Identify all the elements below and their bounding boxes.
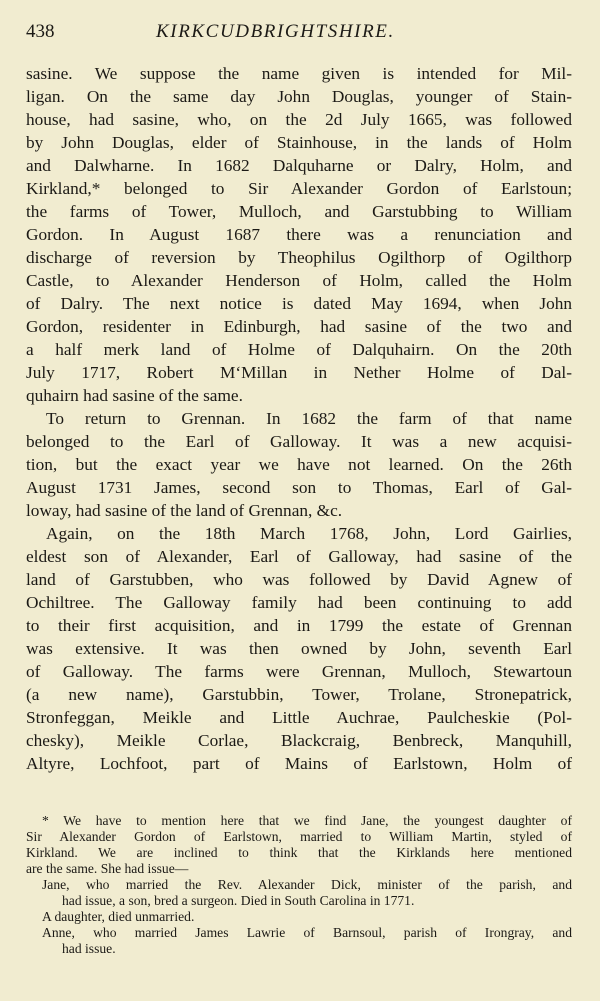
footnote-line: had issue.	[62, 941, 116, 956]
footnotes	[26, 813, 572, 957]
text-line: belonged to the Earl of Galloway. It was a new acquisi-	[26, 432, 572, 451]
text-line: sasine. We suppose the name given is intended for Mil-	[26, 64, 572, 83]
page-header	[26, 14, 572, 50]
text-line: the farms of Tower, Mulloch, and Garstubbing to William	[26, 202, 572, 221]
text-line: chesky), Meikle Corlae, Blackcraig, Benbreck, Manquhill,	[26, 731, 572, 750]
text-line: Stronfeggan, Meikle and Little Auchrae, Paulcheskie (Pol-	[26, 708, 572, 727]
book-page	[26, 14, 572, 957]
text-line: loway, had sasine of the land of Grennan, &c.	[26, 501, 343, 520]
body-text	[26, 62, 572, 775]
text-line: discharge of reversion by Theophilus Ogilthorp of Ogilthorp	[26, 248, 572, 267]
footnote-line: are the same. She had issue—	[26, 861, 189, 876]
text-line: Gordon, residenter in Edinburgh, had sasine of the two and	[26, 317, 572, 336]
text-line: land of Garstubben, who was followed by David Agnew of	[26, 570, 572, 589]
text-line: (a new name), Garstubbin, Tower, Trolane, Stronepatrick,	[26, 685, 572, 704]
text-line: July 1717, Robert M‘Millan in Nether Holme of Dal-	[26, 363, 572, 382]
text-line: by John Douglas, elder of Stainhouse, in the lands of Holm	[26, 133, 572, 152]
footnote-line: * We have to mention here that we find Jane, the youngest daughter of	[42, 813, 572, 828]
footnote-line: Sir Alexander Gordon of Earlstown, married to William Martin, styled of	[26, 829, 572, 844]
text-line: quhairn had sasine of the same.	[26, 386, 243, 405]
text-line: of Galloway. The farms were Grennan, Mulloch, Stewartoun	[26, 662, 572, 681]
text-line: ligan. On the same day John Douglas, younger of Stain-	[26, 87, 572, 106]
footnote-line: Anne, who married James Lawrie of Barnsoul, parish of Irongray, and	[42, 925, 572, 940]
text-line: to their first acquisition, and in 1799 the estate of Grennan	[26, 616, 572, 635]
text-line: Gordon. In August 1687 there was a renunciation and	[26, 225, 572, 244]
text-line: tion, but the exact year we have not learned. On the 26th	[26, 455, 572, 474]
footnote-line: Kirkland. We are inclined to think that the Kirklands here mentioned	[26, 845, 572, 860]
text-line: was extensive. It was then owned by John, seventh Earl	[26, 639, 572, 658]
text-line: and Dalwharne. In 1682 Dalquharne or Dalry, Holm, and	[26, 156, 572, 175]
text-line: Castle, to Alexander Henderson of Holm, called the Holm	[26, 271, 572, 290]
text-line: Kirkland,* belonged to Sir Alexander Gordon of Earlstoun;	[26, 179, 572, 198]
footnote-spacer	[26, 775, 572, 813]
text-line: of Dalry. The next notice is dated May 1694, when John	[26, 294, 572, 313]
page-number: 438	[26, 21, 55, 42]
text-line: a half merk land of Holme of Dalquhairn. On the 20th	[26, 340, 572, 359]
text-line: Again, on the 18th March 1768, John, Lord Gairlies,	[46, 524, 572, 543]
text-line: eldest son of Alexander, Earl of Galloway, had sasine of the	[26, 547, 572, 566]
text-line: Ochiltree. The Galloway family had been continuing to add	[26, 593, 572, 612]
running-title: KIRKCUDBRIGHTSHIRE.	[156, 21, 395, 42]
text-line: house, had sasine, who, on the 2d July 1665, was followed	[26, 110, 572, 129]
footnote-line: had issue, a son, bred a surgeon. Died in South Carolina in 1771.	[62, 893, 415, 908]
text-line: August 1731 James, second son to Thomas, Earl of Gal-	[26, 478, 572, 497]
footnote-line: A daughter, died unmarried.	[42, 909, 195, 924]
text-line: Altyre, Lochfoot, part of Mains of Earlstown, Holm of	[26, 754, 572, 773]
footnote-line: Jane, who married the Rev. Alexander Dick, minister of the parish, and	[42, 877, 572, 892]
text-line: To return to Grennan. In 1682 the farm of that name	[46, 409, 572, 428]
